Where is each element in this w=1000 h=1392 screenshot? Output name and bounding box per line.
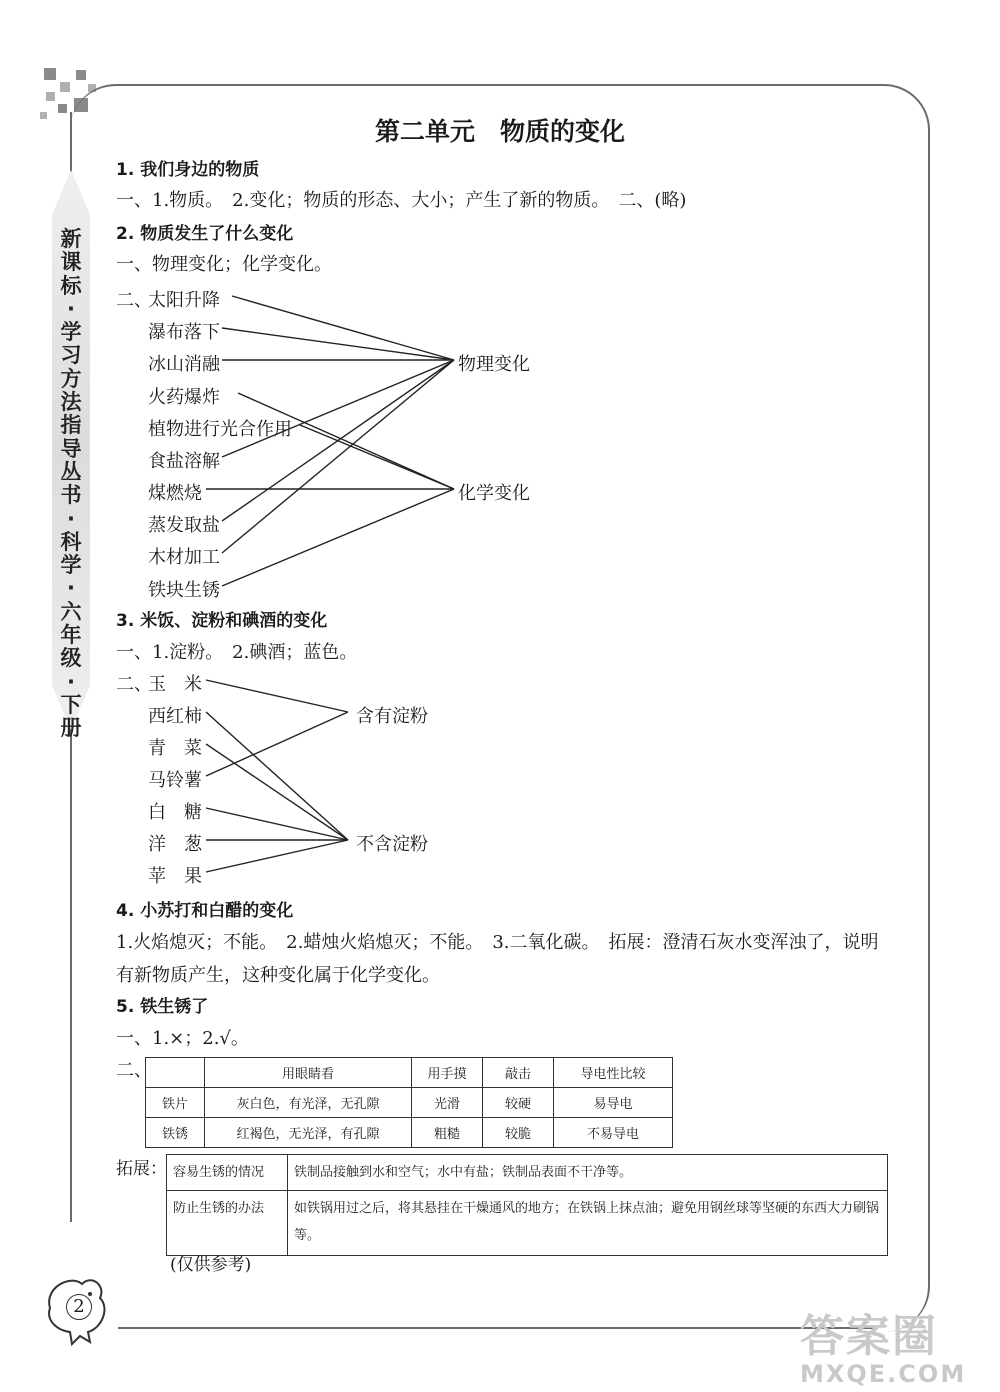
section-5-answer: 一、1.×；2.√。 — [116, 1028, 249, 1049]
section-1-title: 1. 我们身边的物质 — [116, 160, 260, 180]
rust-comparison-table — [145, 1057, 673, 1148]
watermark-logo: 答案圈 — [800, 1311, 938, 1362]
match-line — [222, 360, 454, 553]
match-line — [232, 296, 454, 360]
watermark — [800, 1300, 980, 1388]
table-row — [167, 1191, 888, 1256]
section-4-answer-line2: 有新物质产生，这种变化属于化学变化。 — [116, 965, 440, 986]
section-3-answer: 一、1.淀粉。 2.碘酒；蓝色。 — [116, 642, 358, 663]
page-number: 2 — [66, 1294, 92, 1320]
section-2-answer: 一、物理变化；化学变化。 — [116, 254, 332, 275]
match-line — [206, 712, 348, 776]
table-cell: 红褐色，无光泽，有孔隙 — [205, 1118, 412, 1148]
table-row — [146, 1118, 673, 1148]
match-line — [206, 712, 348, 840]
table-row — [146, 1088, 673, 1118]
section-5-title: 5. 铁生锈了 — [116, 997, 209, 1017]
table-cell: 容易生锈的情况 — [167, 1155, 288, 1191]
section-1-answer: 一、1.物质。 2.变化；物质的形态、大小；产生了新的物质。 二、(略) — [116, 190, 687, 211]
table-header: 敲击 — [483, 1058, 554, 1088]
table-cell: 光滑 — [412, 1088, 483, 1118]
table-row — [167, 1155, 888, 1191]
s3-item: 玉 米 — [148, 674, 202, 695]
extension-label: 拓展： — [116, 1159, 167, 1179]
s3-item: 白 糖 — [148, 802, 202, 823]
match-line — [206, 680, 348, 712]
table-cell: 铁制品接触到水和空气；水中有盐；铁制品表面不干净等。 — [288, 1155, 888, 1191]
s3-target-starch: 含有淀粉 — [356, 706, 428, 727]
table-cell: 铁片 — [146, 1088, 205, 1118]
table-cell: 防止生锈的办法 — [167, 1191, 288, 1256]
extension-table — [166, 1154, 888, 1256]
match-line — [300, 425, 454, 489]
section-2-title: 2. 物质发生了什么变化 — [116, 224, 294, 244]
s2-item: 太阳升降 — [148, 290, 220, 311]
s2-target-physical: 物理变化 — [458, 354, 530, 375]
section-3-title: 3. 米饭、淀粉和碘酒的变化 — [116, 611, 328, 631]
table-cell: 不易导电 — [554, 1118, 673, 1148]
table-cell: 灰白色，有光泽，无孔隙 — [205, 1088, 412, 1118]
watermark-url: MXQE.COM — [800, 1360, 967, 1388]
s2-item: 食盐溶解 — [148, 451, 220, 472]
s3-item: 青 菜 — [148, 738, 202, 759]
mascot-page-number — [40, 1268, 112, 1350]
table-cell: 易导电 — [554, 1088, 673, 1118]
table-cell: 较脆 — [483, 1118, 554, 1148]
match-line — [206, 744, 348, 840]
table-cell: 铁锈 — [146, 1118, 205, 1148]
s2-item: 煤燃烧 — [148, 483, 202, 504]
s2-item: 冰山消融 — [148, 354, 220, 375]
table-header: 用眼睛看 — [205, 1058, 412, 1088]
match-line — [222, 489, 454, 586]
section-2-prefix: 二、 — [116, 290, 152, 311]
s3-item: 西红柿 — [148, 706, 202, 727]
section-4-title: 4. 小苏打和白醋的变化 — [116, 901, 294, 921]
s2-item: 蒸发取盐 — [148, 515, 220, 536]
series-title: 新课标·学习方法指导丛书·科学·六年级·下册 — [60, 227, 82, 741]
match-line — [222, 360, 454, 521]
s2-item: 瀑布落下 — [148, 322, 220, 343]
table-header: 导电性比较 — [554, 1058, 673, 1088]
section-3-prefix: 二、 — [116, 674, 152, 695]
s2-item: 木材加工 — [148, 547, 220, 568]
s3-item: 马铃薯 — [148, 770, 202, 791]
section-5-prefix: 二、 — [116, 1060, 152, 1081]
table-cell: 较硬 — [483, 1088, 554, 1118]
table-header: 用手摸 — [412, 1058, 483, 1088]
reference-note: (仅供参考) — [170, 1255, 252, 1275]
s3-item: 洋 葱 — [148, 834, 202, 855]
s2-item: 火药爆炸 — [148, 387, 220, 408]
s2-item: 铁块生锈 — [148, 580, 220, 601]
section-4-answer-line1: 1.火焰熄灭；不能。 2.蜡烛火焰熄灭；不能。 3.二氧化碳。 拓展：澄清石灰水变浑浊了，说明 — [116, 932, 879, 953]
table-cell: 如铁锅用过之后，将其悬挂在干燥通风的地方；在铁锅上抹点油；避免用钢丝球等坚硬的东西大力刷锅等。 — [288, 1191, 888, 1256]
unit-title: 第二单元 物质的变化 — [374, 117, 625, 146]
match-line — [222, 328, 454, 360]
table-header-row — [146, 1058, 673, 1088]
match-line — [238, 393, 454, 489]
match-line — [222, 360, 454, 457]
match-line — [206, 808, 348, 840]
s2-item: 植物进行光合作用 — [148, 419, 292, 440]
match-line — [206, 840, 348, 872]
s3-item: 苹 果 — [148, 866, 202, 887]
s2-target-chemical: 化学变化 — [458, 483, 530, 504]
table-cell — [146, 1058, 205, 1088]
s3-target-no-starch: 不含淀粉 — [356, 834, 428, 855]
table-cell: 粗糙 — [412, 1118, 483, 1148]
